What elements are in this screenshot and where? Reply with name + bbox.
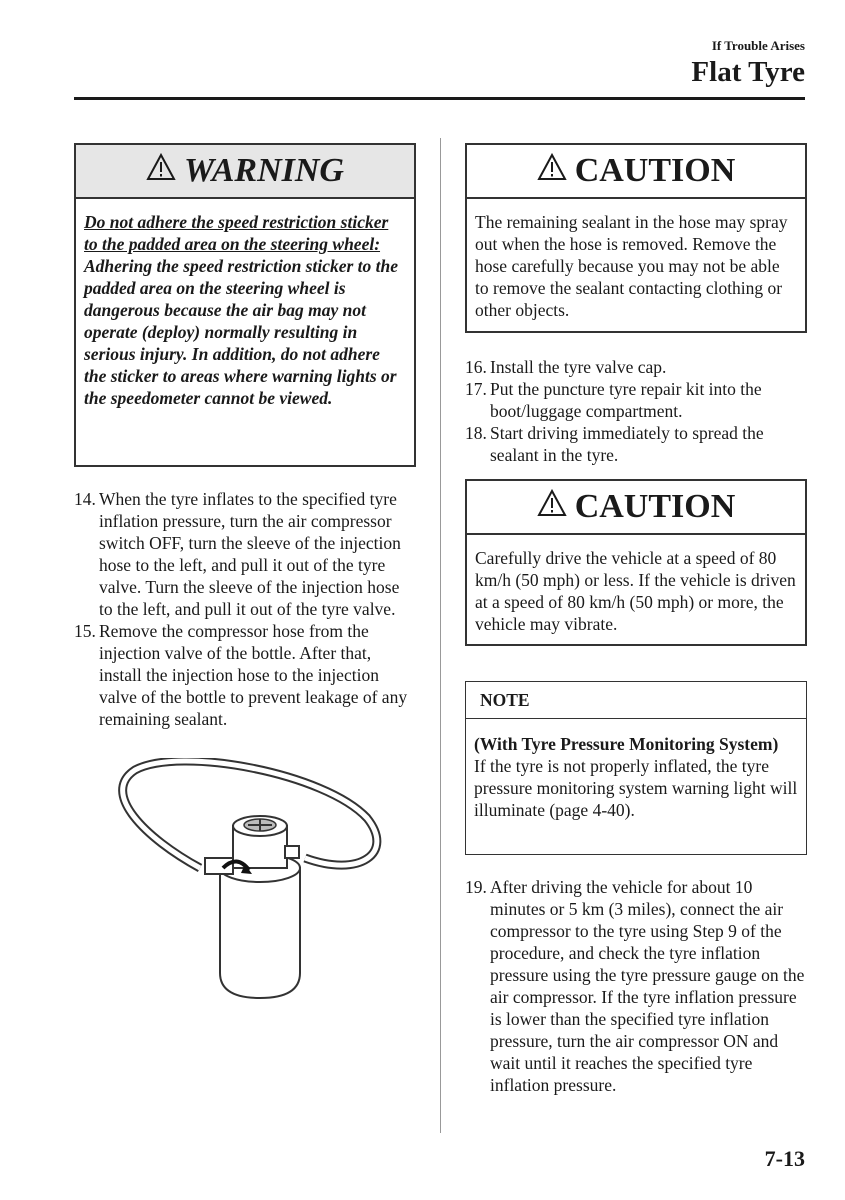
note-text: If the tyre is not properly inflated, the tyre pressure monitoring system warning light will illuminate (page 4-40). — [474, 756, 798, 820]
step-item — [74, 620, 416, 730]
step-text: Install the tyre valve cap. — [490, 357, 667, 377]
warning-title: WARNING — [184, 152, 344, 189]
step-item — [465, 876, 810, 1096]
column-divider — [440, 138, 441, 1133]
step-number: 14. — [74, 489, 96, 509]
note-title: NOTE — [466, 682, 806, 719]
caution-body-2: Carefully drive the vehicle at a speed of 80 km/h (50 mph) or less. If the vehicle is driven at a speed of 80 km/h (50 mph) or more, the vehicle may vibrate. — [475, 548, 796, 634]
page-number: 7-13 — [764, 1146, 805, 1171]
caution-header-1 — [467, 145, 805, 199]
step-item — [465, 378, 810, 422]
header-section-label: If Trouble Arises — [711, 38, 805, 53]
caution-box-2 — [465, 479, 807, 646]
step-number: 15. — [74, 621, 96, 641]
step-number: 16. — [465, 357, 487, 377]
caution-header-2 — [467, 481, 805, 535]
step-number: 18. — [465, 423, 487, 443]
right-step-list-b — [465, 876, 810, 1096]
sealant-bottle-illustration — [105, 758, 395, 1008]
left-step-list — [74, 488, 416, 730]
right-step-list-a — [465, 356, 810, 466]
warning-box — [74, 143, 416, 467]
warning-triangle-icon — [146, 152, 176, 190]
warning-body — [76, 199, 414, 419]
step-item — [465, 422, 810, 466]
warning-text: Adhering the speed restriction sticker to the padded area on the steering wheel is dangerous because the air bag may not operate (deploy) normally resulting in serious injury. In addition, do not adhere the sticker to areas where warning lights or the speedometer cannot be viewed. — [84, 256, 399, 408]
note-subtitle: (With Tyre Pressure Monitoring System) — [474, 734, 779, 754]
step-number: 19. — [465, 877, 487, 897]
step-item — [74, 488, 416, 620]
page-title: Flat Tyre — [691, 56, 805, 88]
step-text: Start driving immediately to spread the sealant in the tyre. — [490, 423, 764, 465]
warning-header — [76, 145, 414, 199]
caution-title-2: CAUTION — [574, 488, 736, 525]
caution-body-1: The remaining sealant in the hose may spray out when the hose is removed. Remove the hose carefully because you may not be able to remove the sealant contacting clothing or other objects. — [475, 212, 788, 320]
step-text: After driving the vehicle for about 10 minutes or 5 km (3 miles), connect the air compressor to the tyre using Step 9 of the procedure, and check the tyre inflation pressure using the tyre pressure gauge on the air compressor. If the tyre inflation pressure is lower than the specified tyre inflation pressure, turn the air compressor ON and wait until it reaches the specified tyre inflation pressure. — [490, 877, 805, 1095]
caution-box-1 — [465, 143, 807, 333]
step-text: Put the puncture tyre repair kit into the boot/luggage compartment. — [490, 379, 762, 421]
note-body — [466, 719, 806, 831]
note-box — [465, 681, 807, 855]
caution-title-1: CAUTION — [574, 152, 736, 189]
header-rule — [74, 97, 805, 100]
step-item — [465, 356, 810, 378]
caution-triangle-icon — [537, 152, 567, 190]
step-text: When the tyre inflates to the specified tyre inflation pressure, turn the air compressor switch OFF, turn the sleeve of the injection hose to the left, and pull it out of the tyre valve. Turn the sleeve of the injection hose to the left, and pull it out of the tyre valve. — [99, 489, 401, 619]
caution-triangle-icon — [537, 488, 567, 526]
step-text: Remove the compressor hose from the injection valve of the bottle. After that, install the injection hose to the injection valve of the bottle to prevent leakage of any remaining sealant. — [99, 621, 408, 729]
warning-underlined-text: Do not adhere the speed restriction sticker to the padded area on the steering wheel: — [84, 212, 389, 254]
step-number: 17. — [465, 379, 487, 399]
